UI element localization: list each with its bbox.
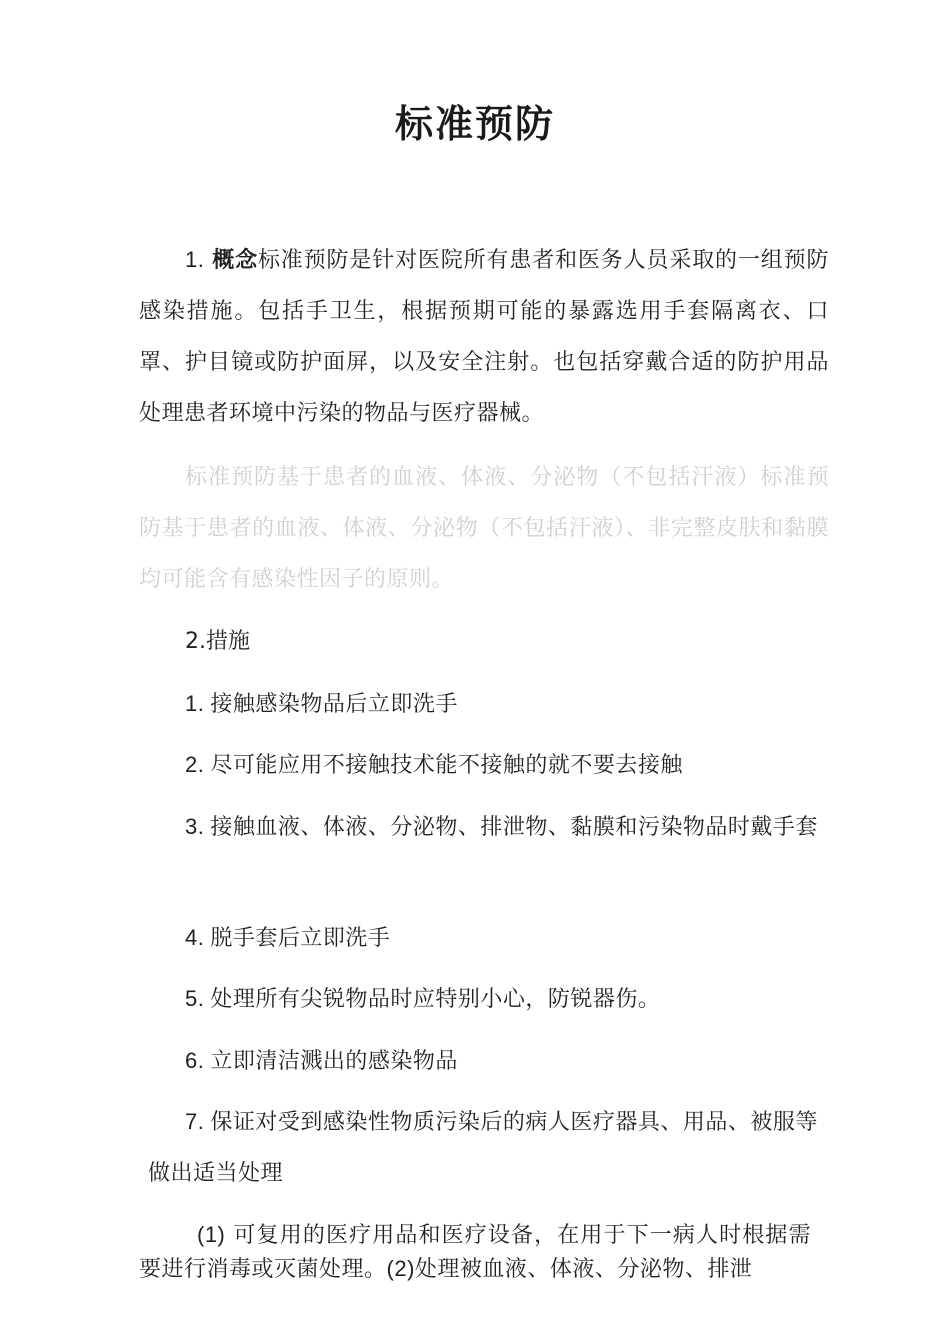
measure-text: 尽可能应用不接触技术能不接触的就不要去接触 <box>210 753 683 778</box>
measure-number: 7. <box>185 1109 205 1134</box>
concept-label: 概念 <box>212 248 258 273</box>
measure-number: 4. <box>185 925 205 950</box>
measure-number: 1. <box>185 691 205 716</box>
measure-number: 3. <box>185 814 205 839</box>
measure-item <box>148 1035 828 1087</box>
sub-number-2: (2) <box>386 1256 415 1281</box>
measure-number: 2. <box>185 752 205 777</box>
measure-text: 保证对受到感染性物质污染后的病人医疗器具、用品、被服等做出适当处理 <box>148 1110 818 1186</box>
sub-text-2: 处理被血液、体液、分泌物、排泄 <box>414 1257 753 1282</box>
concept-paragraph <box>139 234 829 439</box>
measure-item <box>148 801 828 853</box>
measure-text: 接触血液、体液、分泌物、排泄物、黏膜和污染物品时戴手套 <box>210 815 818 840</box>
measure-item <box>148 973 828 1025</box>
measure-number: 5. <box>185 986 205 1011</box>
measure-item <box>148 1096 828 1199</box>
measure-item <box>148 912 828 964</box>
concept-number: 1. <box>185 247 205 272</box>
document-title: 标准预防 <box>394 102 555 146</box>
concept-text: 标准预防是针对医院所有患者和医务人员采取的一组预防感染措施。包括手卫生，根据预期可能的暴露选用手套隔离衣、口罩、护目镜或防护面屏，以及安全注射。也包括穿戴合适的防护用品处理患者环境中污染的物品与医疗器械。 <box>139 248 829 426</box>
measure-text: 处理所有尖锐物品时应特别小心，防锐器伤。 <box>210 987 661 1012</box>
faded-paragraph: 标准预防基于患者的血液、体液、分泌物（不包括汗液）标准预防基于患者的血液、体液、分泌物（不包括汗液）、非完整皮肤和黏膜均可能含有感染性因子的原则。 <box>139 465 829 592</box>
measure-text: 脱手套后立即洗手 <box>210 926 391 951</box>
measures-heading: 2.措施 <box>185 629 250 654</box>
sub-number-1: (1) <box>197 1222 226 1247</box>
measure-item <box>148 739 828 791</box>
sub-text-1: 可复用的医疗用品和医疗设备，在用于下一病人时根据需要进行消毒或灭菌处理。 <box>139 1223 811 1282</box>
measure-item <box>148 678 828 730</box>
measure-text: 接触感染物品后立即洗手 <box>210 692 458 717</box>
sub-paragraph <box>139 1218 811 1286</box>
measure-text: 立即清洁溅出的感染物品 <box>210 1049 458 1074</box>
measure-number: 6. <box>185 1048 205 1073</box>
